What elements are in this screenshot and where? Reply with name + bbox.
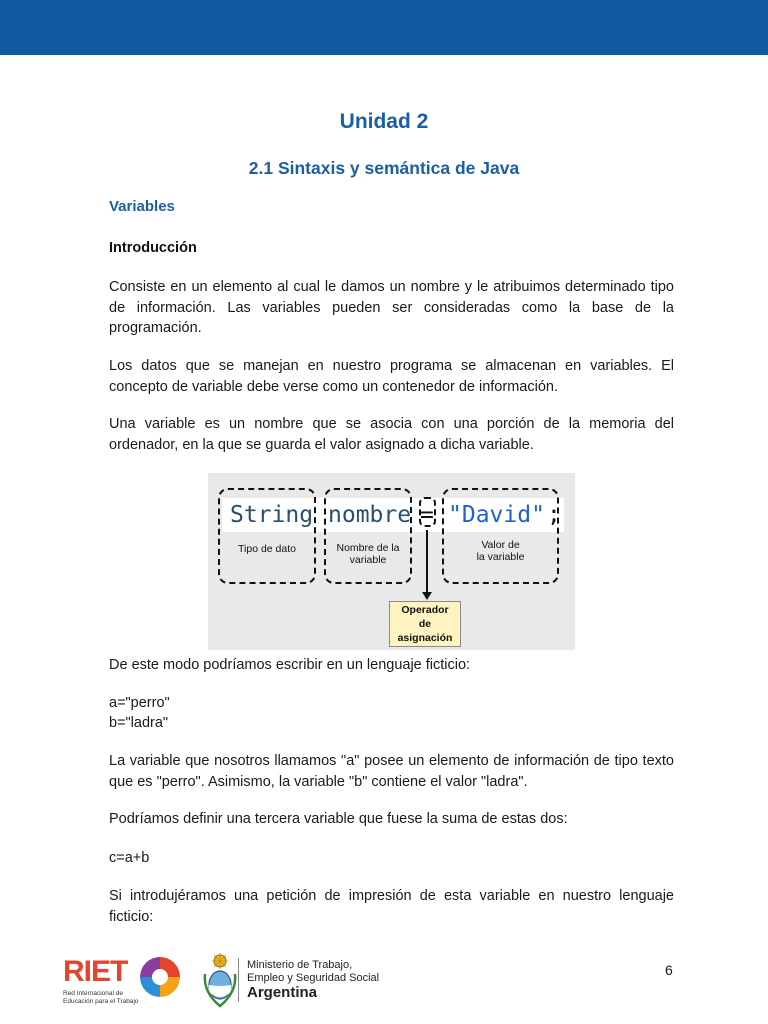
riet-logo bbox=[63, 956, 183, 1006]
paragraph-5: La variable que nosotros llamamos "a" posee un elemento de información de tipo texto que es "perro". Asimismo, la variable "b" contiene el valor "ladra". bbox=[109, 753, 674, 790]
label-name-line-1: Nombre de la bbox=[336, 542, 400, 554]
label-value bbox=[442, 539, 559, 563]
label-name-line-2: variable bbox=[349, 554, 387, 566]
section-title: 2.1 Sintaxis y semántica de Java bbox=[248, 158, 520, 178]
code-equals: = bbox=[420, 502, 434, 528]
label-type-text: Tipo de dato bbox=[238, 543, 296, 555]
heading-introduccion: Introducción bbox=[109, 240, 197, 256]
subheading-variables: Variables bbox=[109, 198, 175, 215]
code-value: "David" bbox=[448, 502, 545, 528]
type-box bbox=[218, 488, 316, 584]
paragraph-3: Una variable es un nombre que se asocia con una porción de la memoria del ordenador, en la que se guarda el valor asignado a dicha variable. bbox=[109, 416, 674, 453]
unit-title: Unidad 2 bbox=[339, 110, 429, 133]
ministry-country: Argentina bbox=[247, 984, 318, 1001]
code-line-a: a="perro" bbox=[109, 695, 170, 711]
label-value-line-1: Valor de bbox=[481, 539, 520, 551]
arrow-head-icon bbox=[422, 592, 432, 600]
riet-subtitle-line-2: Educación para el Trabajo bbox=[63, 997, 139, 1005]
code-line-b: b="ladra" bbox=[109, 715, 169, 731]
paragraph-4: De este modo podríamos escribir en un lenguaje ficticio: bbox=[109, 657, 471, 673]
riet-wheel-icon bbox=[140, 957, 180, 997]
value-box bbox=[442, 488, 559, 584]
operator-box bbox=[389, 601, 461, 647]
paragraph-1: Consiste en un elemento al cual le damos un nombre y le atribuimos determinado tipo de información. Las variables pueden ser consideradas como la base de la programación. bbox=[109, 279, 674, 336]
operator-line-1: Operador bbox=[401, 604, 449, 616]
code-line-c: c=a+b bbox=[109, 850, 150, 866]
page-number: 6 bbox=[665, 962, 673, 978]
variable-diagram bbox=[208, 473, 575, 650]
equals-box bbox=[419, 497, 436, 527]
name-box bbox=[324, 488, 412, 584]
logo-separator bbox=[238, 958, 239, 1002]
code-type: String bbox=[230, 502, 314, 528]
operator-line-3: asignación bbox=[397, 632, 453, 644]
ministry-line-2: Empleo y Seguridad Social bbox=[247, 971, 380, 984]
riet-subtitle-line-1: Red Internacional de bbox=[63, 990, 123, 997]
paragraph-6: Podríamos definir una tercera variable que fuese la suma de estas dos: bbox=[109, 811, 568, 827]
arrow-line bbox=[426, 530, 428, 593]
header-band bbox=[0, 0, 768, 55]
riet-subtitle bbox=[63, 990, 139, 1005]
label-type bbox=[218, 543, 316, 555]
code-semicolon: ; bbox=[547, 502, 561, 528]
ministry-logo bbox=[247, 959, 379, 1002]
operator-line-2: de bbox=[418, 618, 432, 630]
label-value-line-2: la variable bbox=[476, 551, 525, 563]
ministry-line-1: Ministerio de Trabajo, bbox=[247, 959, 353, 971]
paragraph-7: Si introdujéramos una petición de impresión de esta variable en nuestro lenguaje ficticio: bbox=[109, 888, 674, 925]
riet-wordmark: RIET bbox=[63, 955, 128, 988]
label-name bbox=[324, 542, 412, 566]
code-name: nombre bbox=[328, 502, 412, 528]
national-seal-icon bbox=[201, 952, 239, 1008]
paragraph-2: Los datos que se manejan en nuestro programa se almacenan en variables. El concepto de variable debe verse como un contenedor de información. bbox=[109, 358, 674, 395]
